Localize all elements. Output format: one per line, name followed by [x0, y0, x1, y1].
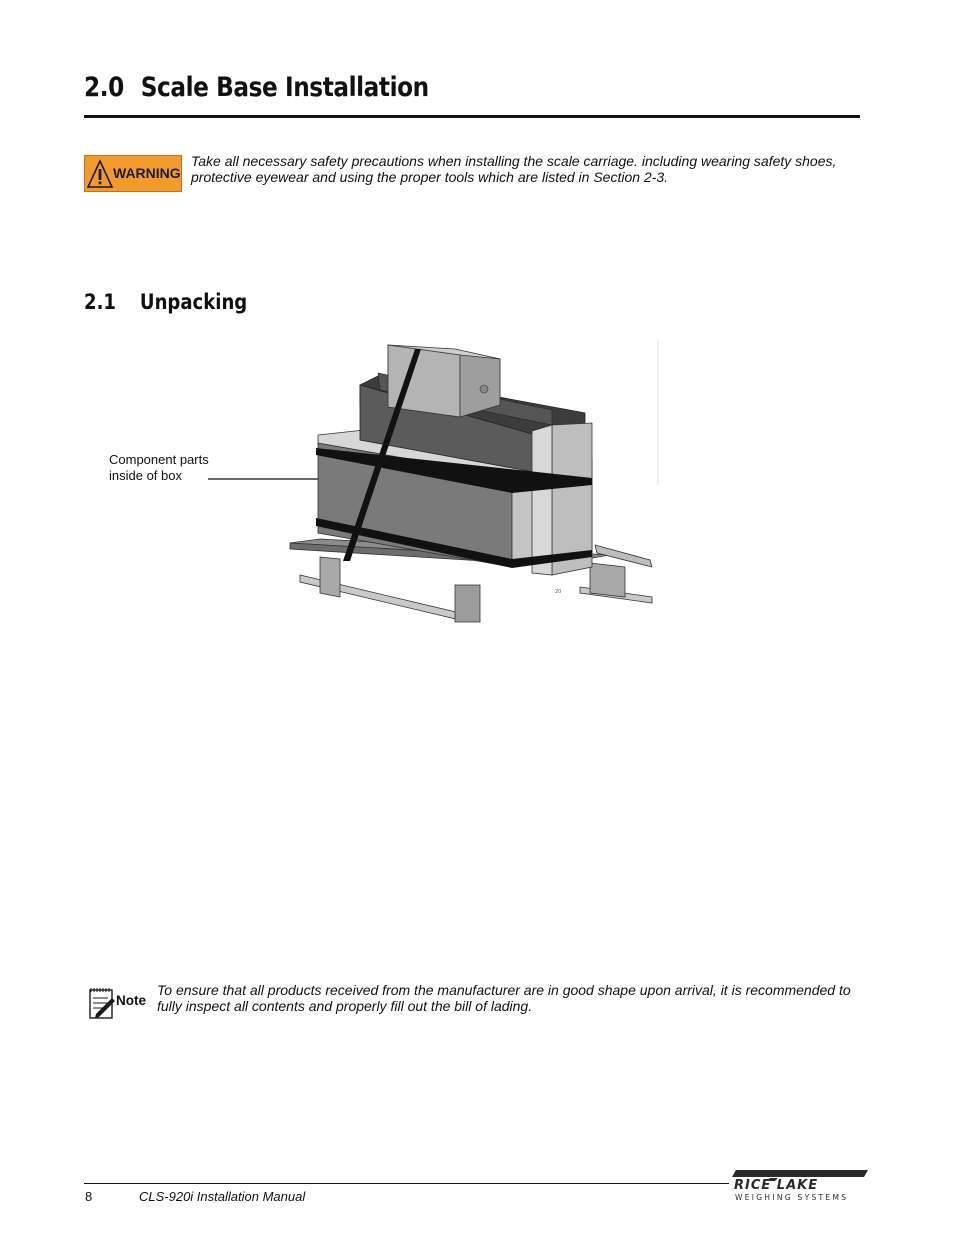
logo-text-bottom: WEIGHING SYSTEMS — [735, 1193, 849, 1202]
note-label: Note — [116, 993, 146, 1008]
figure-callout: Component parts inside of box — [109, 452, 209, 483]
section-number: 2.0 — [84, 72, 124, 103]
footer-rule — [84, 1183, 729, 1184]
warning-text: Take all necessary safety precautions when installing the scale carriage. including wearing safety shoes, protective eyewear and using the proper tools which are listed in Section 2-3. — [191, 153, 837, 185]
subsection-title: Unpacking — [139, 290, 248, 314]
subsection-number: 2.1 — [84, 290, 116, 314]
svg-text:20: 20 — [555, 589, 562, 595]
scale-base-crate-illustration — [280, 335, 665, 630]
logo-text-top: RICE LAKE — [734, 1178, 819, 1193]
section-title: Scale Base Installation — [140, 72, 429, 103]
note-text: To ensure that all products received from the manufacturer are in good shape upon arrival, it is recommended to fully inspect all contents and properly fill out the bill of lading. — [157, 982, 851, 1014]
warning-label: WARNING — [113, 165, 181, 181]
page-number: 8 — [85, 1189, 93, 1204]
manual-title: CLS-920i Installation Manual — [139, 1189, 306, 1204]
